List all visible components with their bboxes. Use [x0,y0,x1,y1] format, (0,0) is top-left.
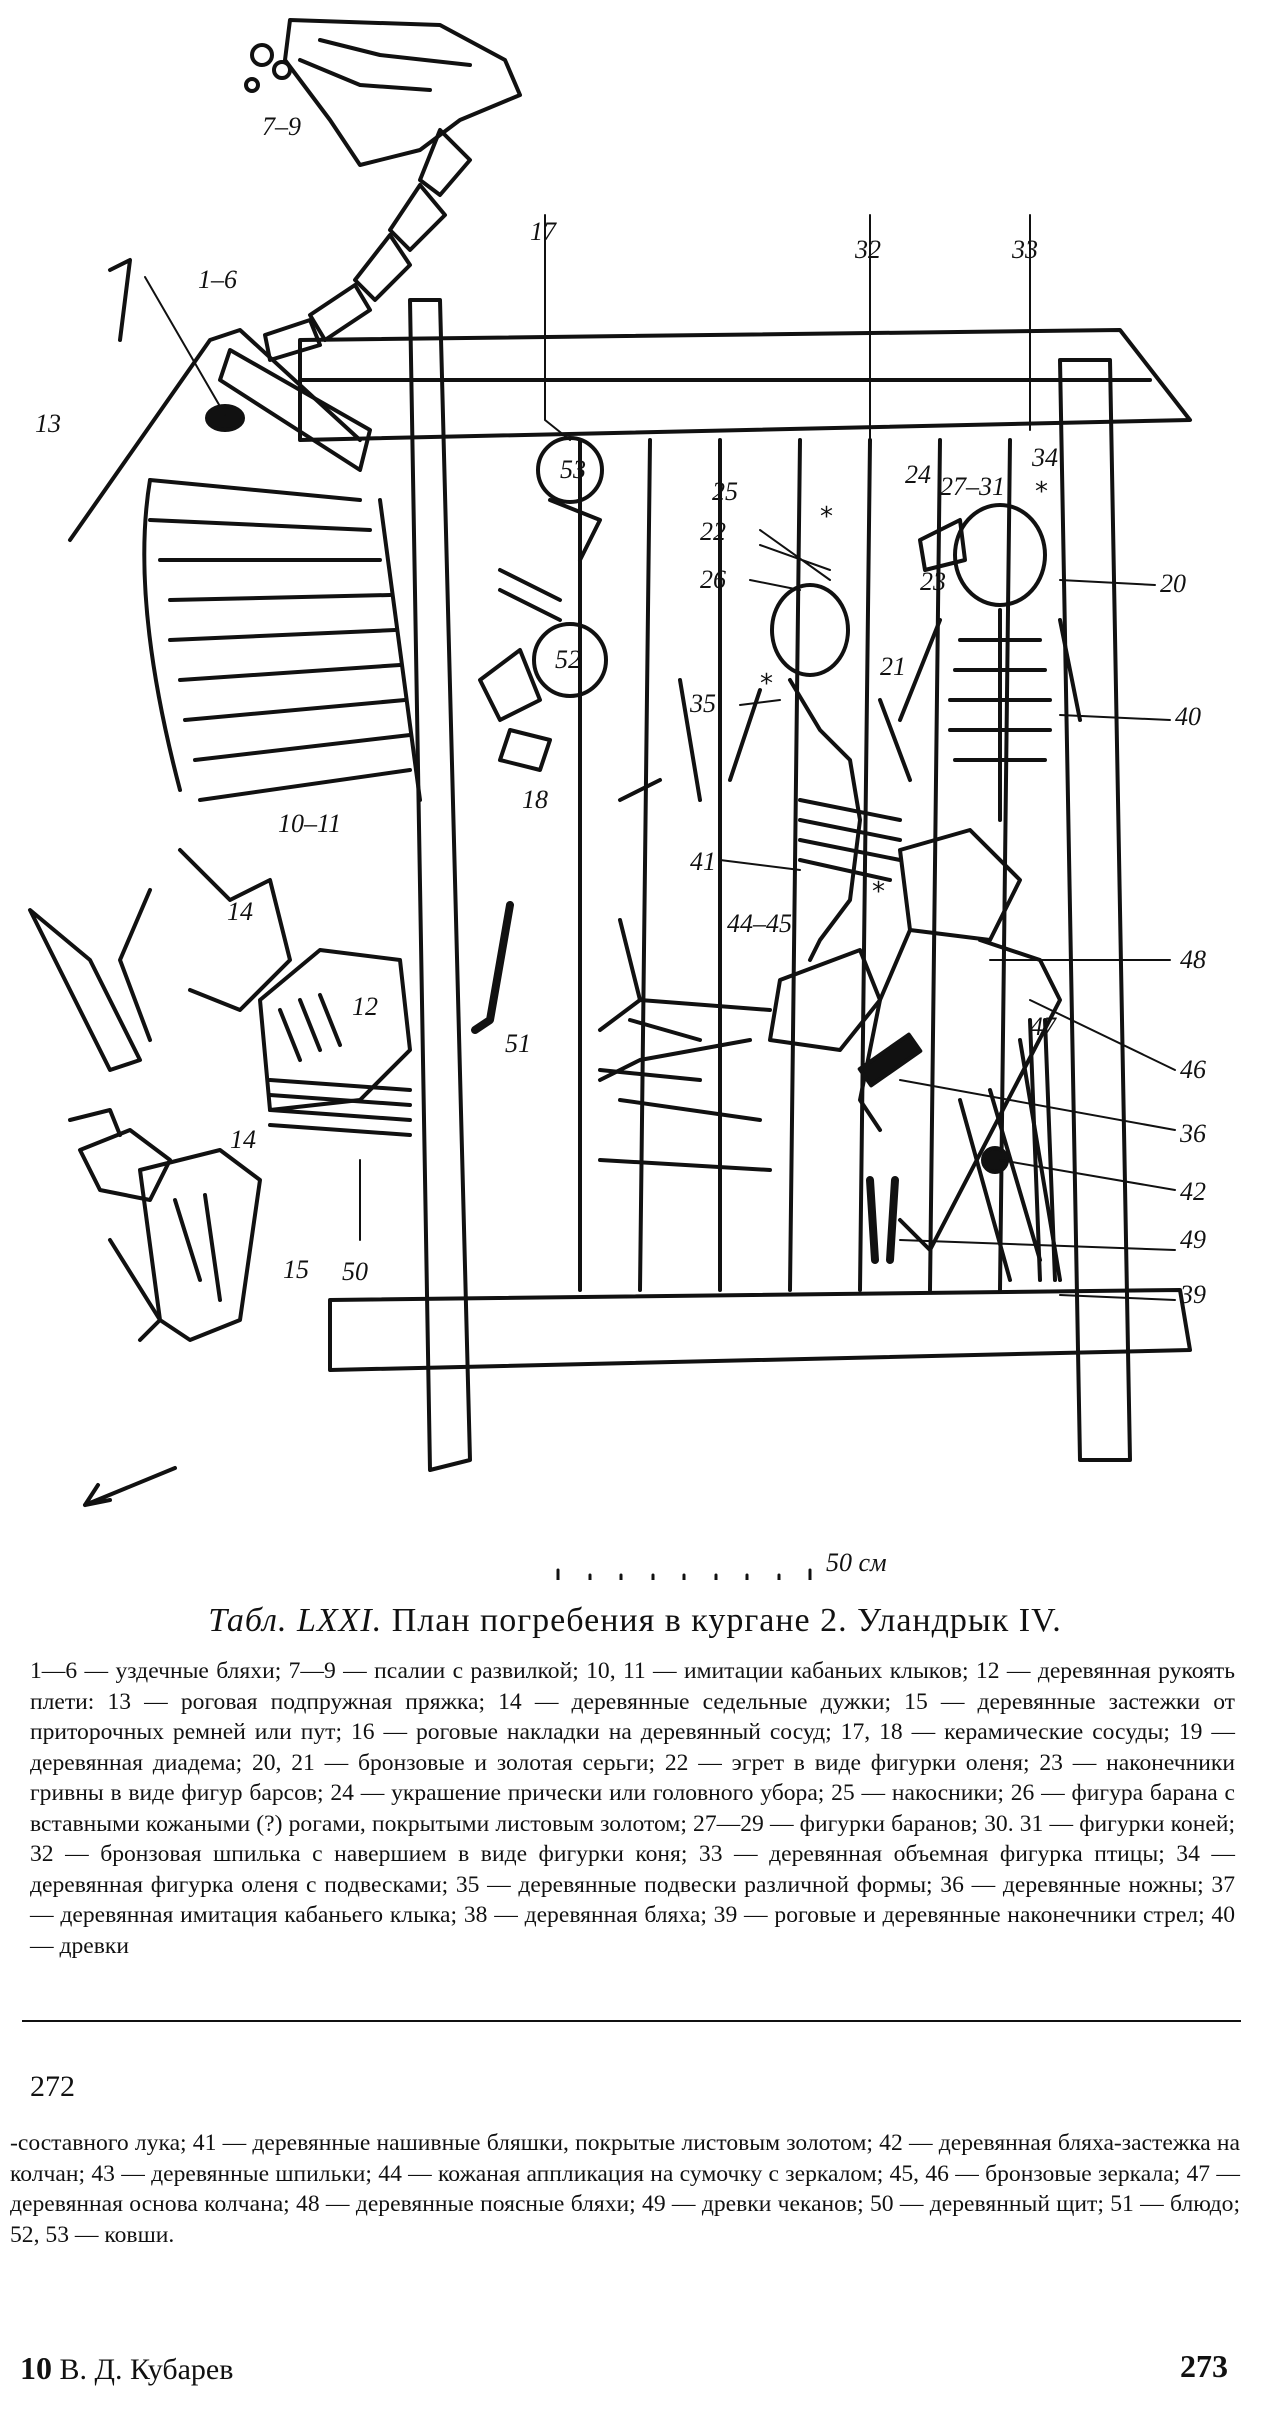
label-18: 18 [522,785,548,814]
label-32: 32 [855,235,881,264]
label-17: 17 [530,217,556,246]
label-52: 52 [555,645,581,674]
label-47: 47 [1030,1012,1056,1041]
signature-number: 10 [20,2350,52,2386]
label-22: 22 [700,517,726,546]
label-1-6: 1–6 [198,265,237,294]
label-13: 13 [35,409,61,438]
legend-upper: 1—6 — уздечные бляхи; 7—9 — псалии с развилкой; 10, 11 — имитации кабаньих клыков; 12 — деревянная рукоять плети: 13 — роговая подпружная пряжка; 14 — деревянные седельные дужки; 15 — деревянные застежки от приторочных ремней или пут; 16 — роговые накладки на деревянный сосуд; 17, 18 — керамические сосуды; 19 — деревянная диадема; 20, 21 — бронзовые и золотая серьги; 22 — эгрет в виде фигурки оленя; 23 — наконечники гривны в виде фигур барсов; 24 — украшение прически или головного убора; 25 — накосники; 26 — фигура барана с вставными кожаными (?) рогами, покрытыми листовым золотом; 27—29 — фигурки баранов; 30. 31 — фигурки коней; 32 — бронзовая шпилька с навершием в виде фигурки коня; 33 — деревянная объемная фигурка птицы; 34 — деревянная фигурка оленя с подвесками; 35 — деревянные подвески различной формы; 36 — деревянные ножны; 37 — деревянная имитация кабаньего клыка; 38 — деревянная бляха; 39 — роговые и деревянные наконечники стрел; 40 — древки [30,1658,1235,1959]
table-number: Табл. LXXI. [208,1602,383,1639]
label-40: 40 [1175,702,1201,731]
label-51: 51 [505,1029,531,1058]
label-20: 20 [1160,569,1186,598]
label-49: 49 [1180,1225,1206,1254]
label-50: 50 [342,1257,368,1286]
legend-lower: -составного лука; 41 — деревянные нашивные бляшки, покрытые листовым золотом; 42 — деревянная бляха-застежка на колчан; 43 — деревянные шпильки; 44 — кожаная аппликация на сумочку с зеркалом; 45, 46 — бронзовые зеркала; 47 — деревянная основа колчана; 48 — деревянные поясные бляхи; 49 — древки чеканов; 50 — деревянный щит; 51 — блюдо; 52, 53 — ковши. [10,2130,1240,2248]
page-number-272: 272 [30,2070,75,2103]
figure-caption [100,1602,1170,1640]
label-14-top: 14 [227,897,253,926]
chamber-logs [300,300,1190,1470]
label-27-31: 27–31 [940,472,1005,501]
svg-text:*: * [760,669,773,699]
direction-arrow [85,1468,175,1505]
scale-bar [558,1570,810,1580]
footer-signature [20,2350,233,2387]
label-7-9: 7–9 [262,112,301,141]
label-14-bottom: 14 [230,1125,256,1154]
label-41: 41 [690,847,716,876]
svg-text:*: * [872,877,885,907]
scale-label: 50 см [826,1548,887,1577]
label-33: 33 [1012,235,1038,264]
label-34: 34 [1032,443,1058,472]
label-23: 23 [920,567,946,596]
caption-title: План погребения в кургане 2. Уландрык IV. [391,1602,1062,1639]
vessels [480,438,606,770]
label-21: 21 [880,652,906,681]
page-divider [22,2020,1241,2022]
svg-text:*: * [1035,477,1048,507]
label-44-45: 44–45 [727,909,792,938]
svg-text:*: * [820,502,833,532]
label-36: 36 [1180,1119,1206,1148]
label-12: 12 [352,992,378,1021]
label-42: 42 [1180,1177,1206,1206]
label-35: 35 [690,689,716,718]
label-24: 24 [905,460,931,489]
bowl [475,905,510,1030]
label-48: 48 [1180,945,1206,974]
label-25: 25 [712,477,738,506]
label-53: 53 [560,455,586,484]
label-39: 39 [1180,1280,1206,1309]
label-15: 15 [283,1255,309,1284]
author-name: В. Д. Кубарев [59,2353,234,2386]
label-26: 26 [700,565,726,594]
page-number-273: 273 [1180,2348,1228,2384]
skeleton-right [860,505,1080,1280]
label-46: 46 [1180,1055,1206,1084]
label-10-11: 10–11 [278,809,342,838]
horse-skull [246,20,520,165]
